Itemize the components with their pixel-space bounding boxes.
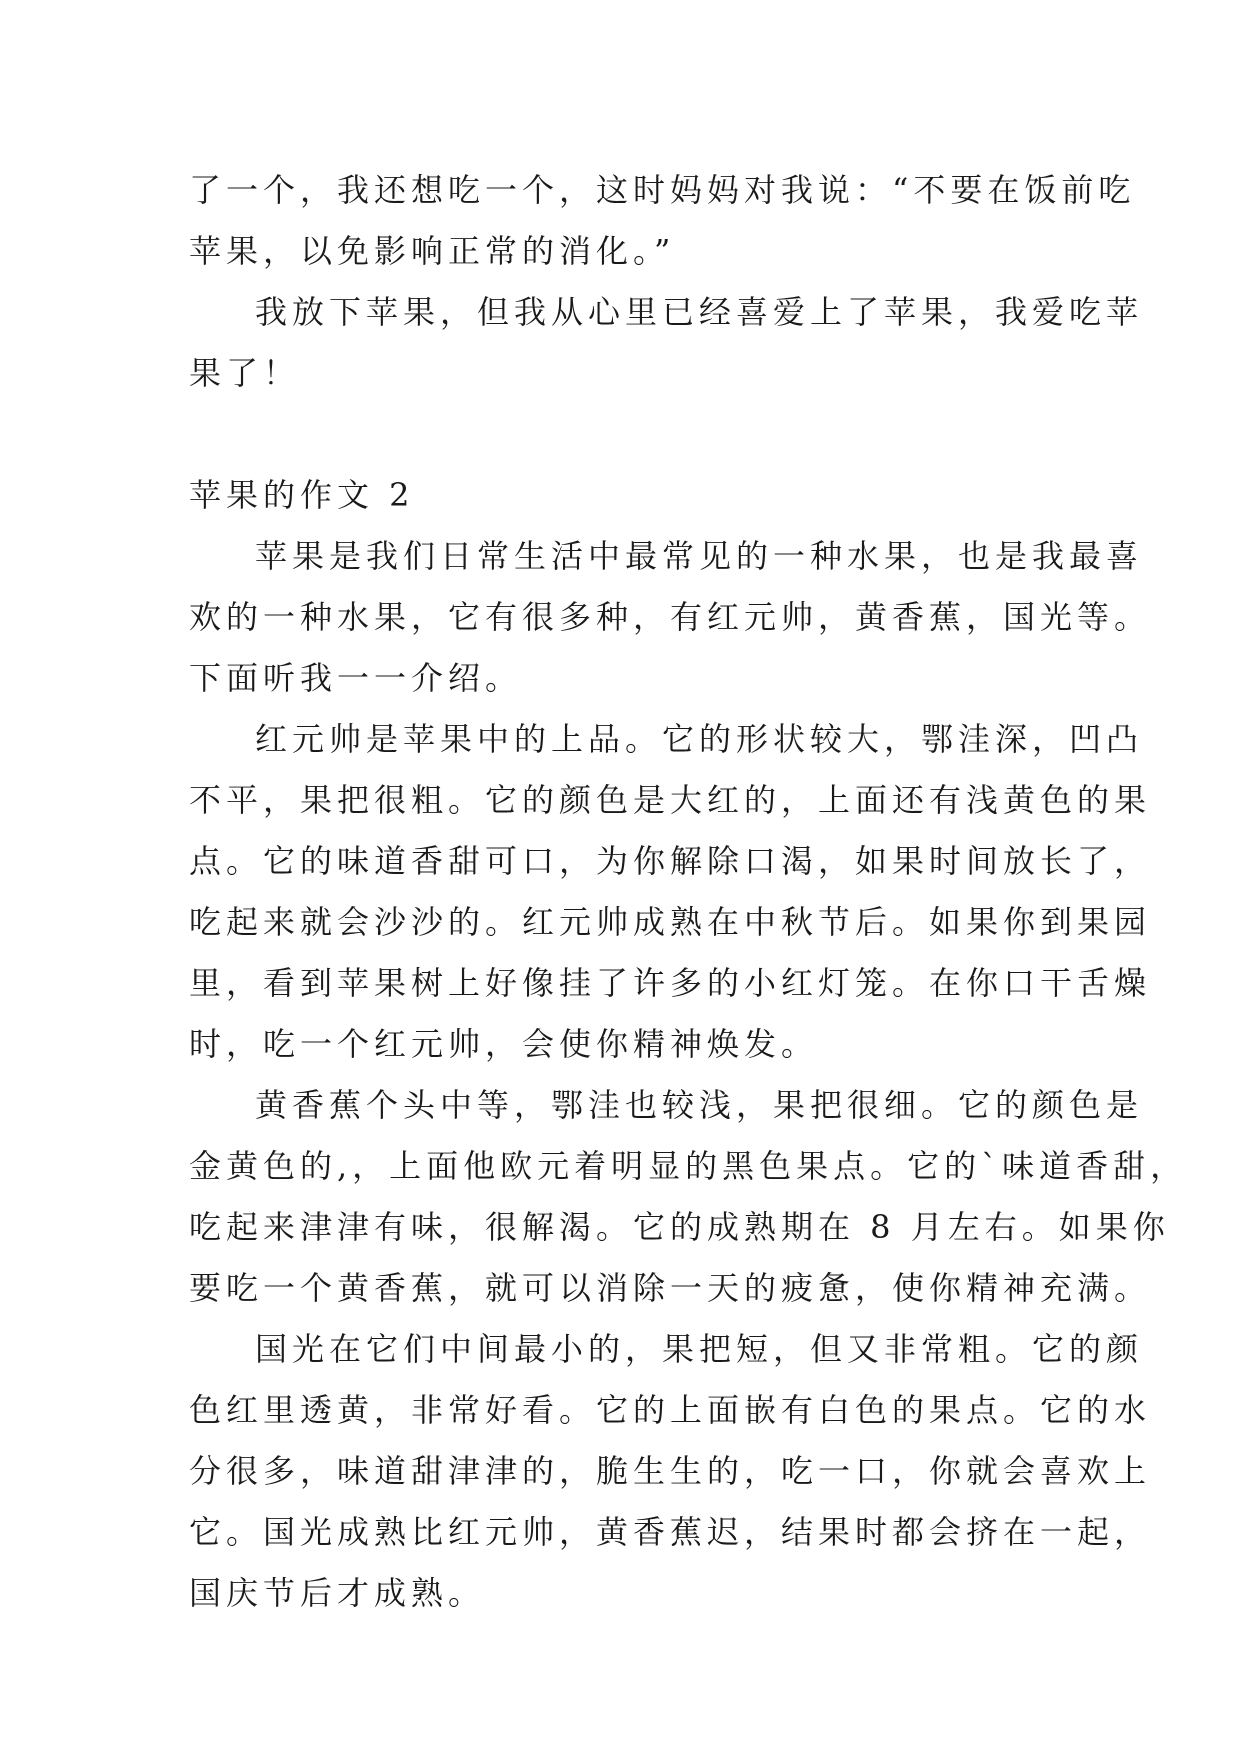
text-line: 吃起来就会沙沙的。红元帅成熟在中秋节后。如果你到果园 [189,903,1152,941]
text-line: 时，吃一个红元帅，会使你精神焕发。 [189,1025,819,1063]
text-line: 吃起来津津有味，很解渴。它的成熟期在 8 月左右。如果你 [189,1208,1170,1246]
text-line: 了一个，我还想吃一个，这时妈妈对我说：“不要在饭前吃 [189,171,1136,209]
text-line: 不平，果把很粗。它的颜色是大红的，上面还有浅黄色的果 [189,781,1152,819]
text-line: 分很多，味道甜津津的，脆生生的，吃一口，你就会喜欢上 [189,1452,1152,1490]
text-line: 它。国光成熟比红元帅，黄香蕉迟，结果时都会挤在一起， [189,1513,1152,1551]
paragraph-start: 黄香蕉个头中等，鄂洼也较浅，果把很细。它的颜色是 [255,1086,1144,1124]
text-line: 果了！ [189,354,301,392]
paragraph-start: 我放下苹果，但我从心里已经喜爱上了苹果，我爱吃苹 [255,293,1144,331]
paragraph-start: 国光在它们中间最小的，果把短，但又非常粗。它的颜 [255,1330,1144,1368]
text-line: 里，看到苹果树上好像挂了许多的小红灯笼。在你口干舌燥 [189,964,1152,1002]
section-gap [189,404,1059,465]
text-line: 金黄色的,，上面他欧元着明显的黑色果点。它的`味道香甜， [189,1147,1188,1185]
text-line: 苹果，以免影响正常的消化。” [189,232,676,270]
document-page [189,160,1188,1624]
paragraph-start: 红元帅是苹果中的上品。它的形状较大，鄂洼深，凹凸 [255,720,1144,758]
section-title: 苹果的作文 2 [189,476,415,514]
text-line: 下面听我一一介绍。 [189,659,523,697]
text-line: 要吃一个黄香蕉，就可以消除一天的疲惫，使你精神充满。 [189,1269,1152,1307]
text-line: 点。它的味道香甜可口，为你解除口渴，如果时间放长了， [189,842,1152,880]
text-line: 欢的一种水果，它有很多种，有红元帅，黄香蕉，国光等。 [189,598,1152,636]
text-line: 色红里透黄，非常好看。它的上面嵌有白色的果点。它的水 [189,1391,1152,1429]
text-line: 国庆节后才成熟。 [189,1574,486,1612]
paragraph-start: 苹果是我们日常生活中最常见的一种水果，也是我最喜 [255,537,1144,575]
